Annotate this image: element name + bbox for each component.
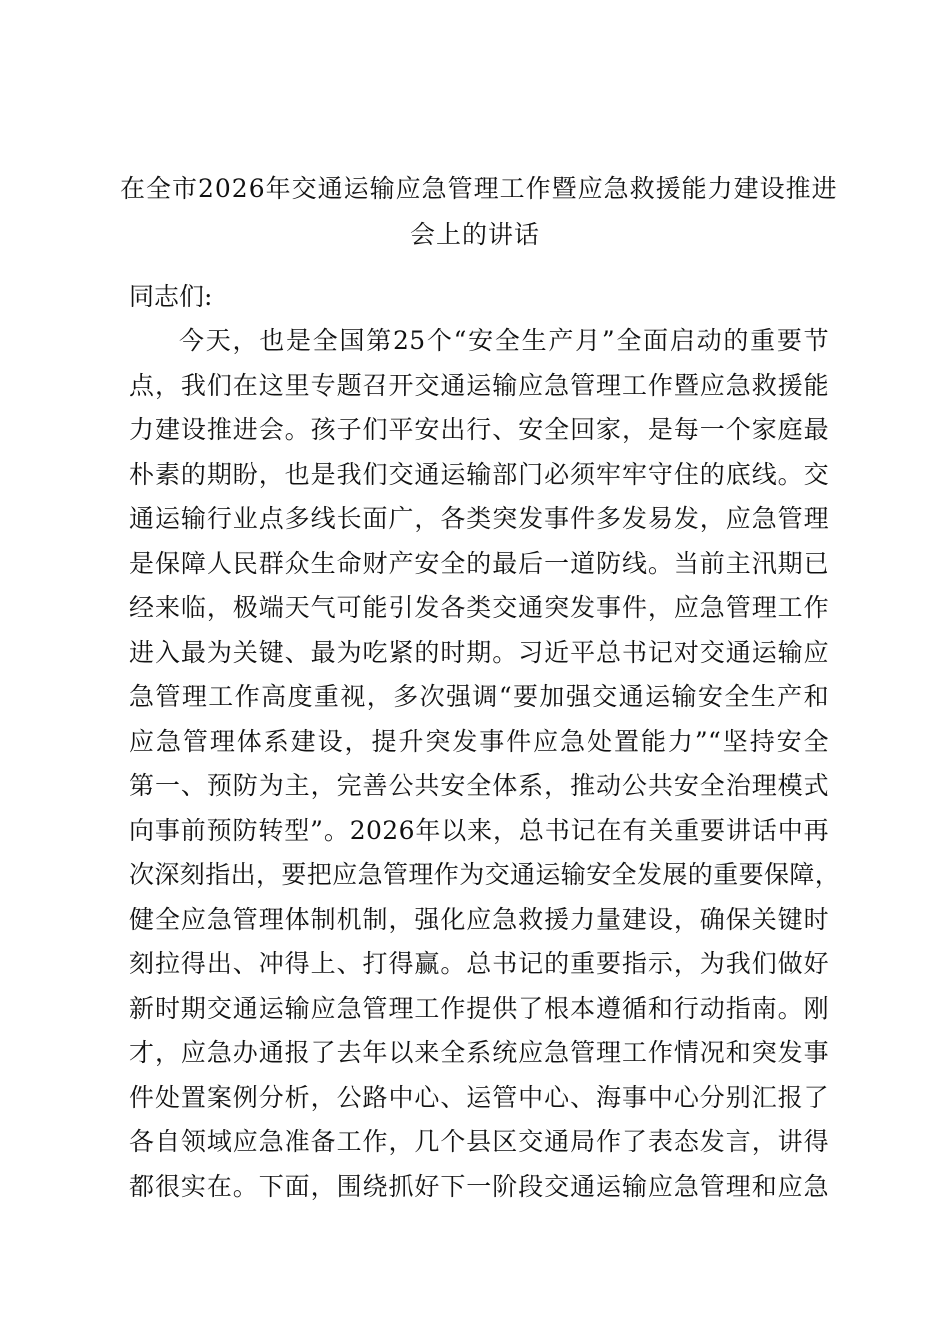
body-line: 急管理工作高度重视，多次强调“要加强交通运输安全生产和: [129, 682, 829, 711]
body-line: 才，应急办通报了去年以来全系统应急管理工作情况和突发事: [129, 1038, 829, 1067]
body-line: 点，我们在这里专题召开交通运输应急管理工作暨应急救援能: [129, 370, 829, 400]
salutation: 同志们:: [129, 282, 213, 311]
body-line: 进入最为关键、最为吃紧的时期。习近平总书记对交通运输应: [129, 637, 829, 667]
body-line: 通运输行业点多线长面广，各类突发事件多发易发，应急管理: [129, 504, 829, 533]
body-line: 次深刻指出，要把应急管理作为交通运输安全发展的重要保障，: [129, 860, 841, 889]
body-line: 向事前预防转型”。2026年以来，总书记在有关重要讲话中再: [129, 815, 829, 845]
body-line: 第一、预防为主，完善公共安全体系，推动公共安全治理模式: [129, 771, 829, 800]
title-line-2: 会上的讲话: [409, 220, 540, 249]
body-line: 力建设推进会。孩子们平安出行、安全回家，是每一个家庭最: [129, 415, 829, 444]
document-title: [120, 166, 838, 258]
body-line: 各自领域应急准备工作，几个县区交通局作了表态发言，讲得: [129, 1127, 829, 1156]
body-line: 朴素的期盼，也是我们交通运输部门必须牢牢守住的底线。交: [129, 459, 829, 489]
body-line: 健全应急管理体制机制，强化应急救援力量建设，确保关键时: [129, 904, 829, 934]
body-line: 应急管理体系建设，提升突发事件应急处置能力”“坚持安全: [129, 726, 829, 756]
body-line: 件处置案例分析，公路中心、运管中心、海事中心分别汇报了: [129, 1082, 829, 1112]
body-line: 经来临，极端天气可能引发各类交通突发事件，应急管理工作: [129, 593, 829, 622]
body-line: 是保障人民群众生命财产安全的最后一道防线。当前主汛期已: [129, 548, 829, 578]
title-line-1: 在全市2026年交通运输应急管理工作暨应急救援能力建设推进: [120, 174, 838, 203]
speech-body: [129, 319, 841, 1209]
body-line: 刻拉得出、冲得上、打得赢。总书记的重要指示，为我们做好: [129, 949, 829, 978]
body-line: 新时期交通运输应急管理工作提供了根本遵循和行动指南。刚: [129, 993, 829, 1023]
body-line: 都很实在。下面，围绕抓好下一阶段交通运输应急管理和应急: [129, 1171, 829, 1201]
body-line: 今天，也是全国第25个“安全生产月”全面启动的重要节: [179, 326, 829, 355]
